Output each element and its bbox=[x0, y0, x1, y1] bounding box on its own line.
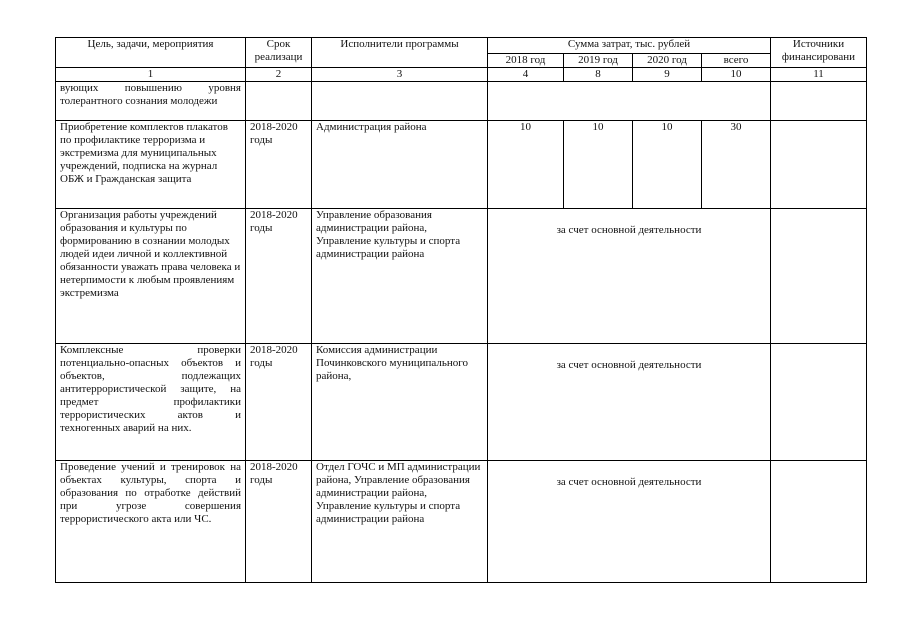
row-cost-total: 30 bbox=[702, 121, 771, 209]
row-term: 2018-2020 годы bbox=[246, 461, 312, 583]
header-year-2019: 2019 год bbox=[564, 54, 633, 68]
row-executors: Отдел ГОЧС и МП администрации района, Управление образования администрации района, Управление культуры и спорта администрации района bbox=[312, 461, 488, 583]
row-term: 2018-2020 годы bbox=[246, 121, 312, 209]
row-executors: Управление образования администрации района, Управление культуры и спорта администрации района bbox=[312, 209, 488, 344]
row-task-text: Организация работы учреждений образования и культуры по формированию в сознании молодых людей идеи личной и коллективной обязанности уважать права человека и нетерпимости к любым проявлениям экстремизма bbox=[56, 209, 246, 344]
table-row bbox=[56, 82, 867, 121]
header-cost: Сумма затрат, тыс. рублей bbox=[488, 38, 771, 54]
row-executors: Комиссия администрации Починковского муниципального района, bbox=[312, 344, 488, 461]
column-numbers-row bbox=[56, 68, 867, 82]
header-sources: Источники финансировани bbox=[771, 38, 867, 68]
row-sources bbox=[771, 344, 867, 461]
header-row-1 bbox=[56, 38, 867, 54]
row-cost-2018: 10 bbox=[488, 121, 564, 209]
row-executors: Администрация района bbox=[312, 121, 488, 209]
row-funding-note: за счет основной деятельности bbox=[488, 344, 771, 461]
row-cost-2020: 10 bbox=[633, 121, 702, 209]
row-task-text: Комплексные проверки потенциально-опасных объектов и объектов, подлежащих антитеррористической защите, на предмет профилактики террористических актов и техногенных аварий на них. bbox=[56, 344, 246, 461]
header-total: всего bbox=[702, 54, 771, 68]
table-row bbox=[56, 461, 867, 583]
program-table bbox=[55, 37, 867, 583]
col-num-10: 10 bbox=[702, 68, 771, 82]
row-task-text: Проведение учений и тренировок на объектах культуры, спорта и образования по отработке действий при угрозе совершения террористического акта или ЧС. bbox=[56, 461, 246, 583]
header-executors: Исполнители программы bbox=[312, 38, 488, 68]
row-term bbox=[246, 82, 312, 121]
header-year-2020: 2020 год bbox=[633, 54, 702, 68]
row-cost-2019: 10 bbox=[564, 121, 633, 209]
row-term: 2018-2020 годы bbox=[246, 344, 312, 461]
col-num-2: 2 bbox=[246, 68, 312, 82]
row-cost-empty bbox=[488, 82, 771, 121]
col-num-9: 9 bbox=[633, 68, 702, 82]
row-term: 2018-2020 годы bbox=[246, 209, 312, 344]
row-sources bbox=[771, 121, 867, 209]
table-row bbox=[56, 121, 867, 209]
table-row bbox=[56, 344, 867, 461]
col-num-1: 1 bbox=[56, 68, 246, 82]
row-executors bbox=[312, 82, 488, 121]
header-term: Срок реализаци bbox=[246, 38, 312, 68]
row-funding-note: за счет основной деятельности bbox=[488, 209, 771, 344]
row-task-text: Приобретение комплектов плакатов по профилактике терроризма и экстремизма для муниципальных учреждений, подписка на журнал ОБЖ и Гражданская защита bbox=[56, 121, 246, 209]
col-num-4: 4 bbox=[488, 68, 564, 82]
table-row bbox=[56, 209, 867, 344]
col-num-8: 8 bbox=[564, 68, 633, 82]
row-sources bbox=[771, 209, 867, 344]
header-year-2018: 2018 год bbox=[488, 54, 564, 68]
row-sources bbox=[771, 82, 867, 121]
col-num-11: 11 bbox=[771, 68, 867, 82]
header-goal: Цель, задачи, мероприятия bbox=[56, 38, 246, 68]
row-funding-note: за счет основной деятельности bbox=[488, 461, 771, 583]
row-task-text: вующих повышению уровня толерантного сознания молодежи bbox=[56, 82, 246, 121]
row-sources bbox=[771, 461, 867, 583]
col-num-3: 3 bbox=[312, 68, 488, 82]
